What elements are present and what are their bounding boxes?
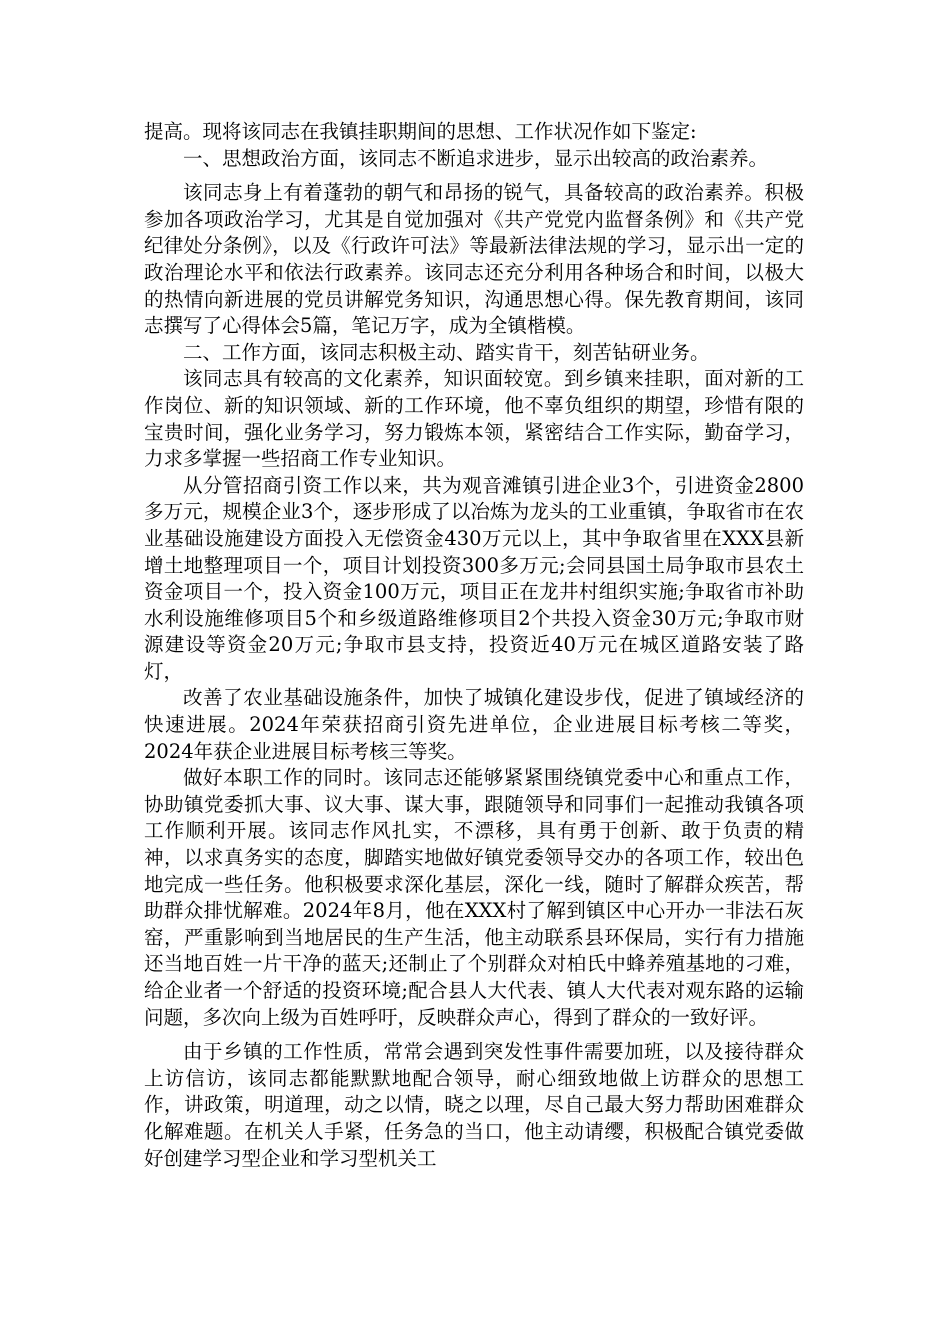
paragraph-duties: 做好本职工作的同时。该同志还能够紧紧围绕镇党委中心和重点工作，协助镇党委抓大事、议大事、谋大事，跟随领导和同事们一起推动我镇各项工作顺利开展。该同志作风扎实，不漂移，具有勇于创新、敢于负责的精神，以求真务实的态度，脚踏实地做好镇党委领导交办的各项工作，较出色地完成一些任务。他积极要求深化基层，深化一线，随时了解群众疾苦，帮助群众排忧解难。2024年8月，他在XXX村了解到镇区中心开办一非法石灰窑，严重影响到当地居民的生产生活，他主动联系县环保局，实行有力措施还当地百姓一片干净的蓝天;还制止了个别群众对柏氏中蜂养殖基地的刁难，给企业者一个舒适的投资环境;配合县人大代表、镇人大代表对观东路的运输问题，多次向上级为百姓呼吁，反映群众声心，得到了群众的一致好评。 <box>144 766 804 1029</box>
paragraph-overtime: 由于乡镇的工作性质，常常会遇到突发性事件需要加班，以及接待群众上访信访，该同志都能默默地配合领导，耐心细致地做上访群众的思想工作，讲政策，明道理，动之以情，晓之以理，尽自己最大努力帮助困难群众化解难题。在机关人手紧，任务急的当口，他主动请缨，积极配合镇党委做好创建学习型企业和学习型机关工 <box>144 1040 804 1170</box>
paragraph-work-study: 该同志具有较高的文化素养，知识面较宽。到乡镇来挂职，面对新的工作岗位、新的知识领域、新的工作环境，他不辜负组织的期望，珍惜有限的宝贵时间，强化业务学习，努力锻炼本领，紧密结合工作实际，勤奋学习，力求多掌握一些招商工作专业知识。 <box>144 367 804 471</box>
section-heading-political: 一、思想政治方面，该同志不断追求进步，显示出较高的政治素养。 <box>183 146 769 170</box>
section-heading-work: 二、工作方面，该同志积极主动、踏实肯干，刻苦钻研业务。 <box>183 340 710 364</box>
paragraph-political-detail: 该同志身上有着蓬勃的朝气和昂扬的锐气，具备较高的政治素养。积极参加各项政治学习，尤其是自觉加强对《共产党党内监督条例》和《共产党纪律处分条例》，以及《行政许可法》等最新法律法规的学习，显示出一定的政治理论水平和依法行政素养。该同志还充分利用各种场合和时间，以极大的热情向新进展的党员讲解党务知识，沟通思想心得。保先教育期间，该同志撰写了心得体会5篇，笔记万字，成为全镇楷模。 <box>144 181 804 338</box>
paragraph-infrastructure: 改善了农业基础设施条件，加快了城镇化建设步伐，促进了镇域经济的快速进展。2024年荣获招商引资先进单位，企业进展目标考核二等奖，2024年获企业进展目标考核三等奖。 <box>144 686 804 763</box>
paragraph-intro: 提高。现将该同志在我镇挂职期间的思想、工作状况作如下鉴定: <box>144 120 697 143</box>
paragraph-investment: 从分管招商引资工作以来，共为观音滩镇引进企业3个，引进资金2800多万元，规模企业3个，逐步形成了以冶炼为龙头的工业重镇，争取省市在农业基础设施建设方面投入无偿资金430万元以上，其中争取省里在XXX县新增土地整理项目一个，项目计划投资300多万元;会同县国土局争取市县农土资金项目一个，投入资金100万元，项目正在龙井村组织实施;争取省市补助水利设施维修项目5个和乡级道路维修项目2个共投入资金30万元;争取市财源建设等资金20万元;争取市县支持，投资近40万元在城区道路安装了路灯， <box>144 473 804 683</box>
document-page <box>144 119 804 1172</box>
